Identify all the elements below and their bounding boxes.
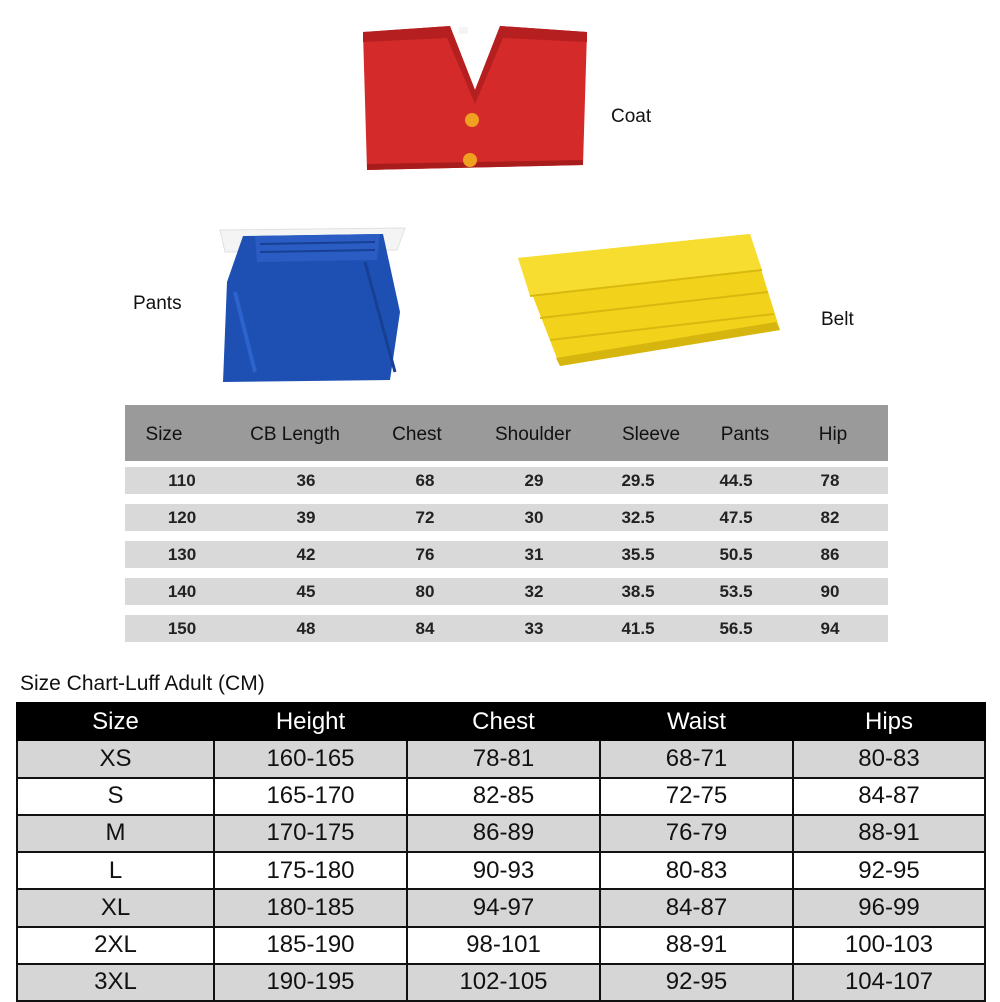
table-cell: 78-81 (407, 740, 600, 777)
table-cell: 50.5 (719, 545, 753, 564)
table-cell: 36 (296, 471, 316, 490)
table-cell: L (17, 852, 214, 889)
table-cell: 78 (820, 471, 840, 490)
table-cell: 165-170 (214, 778, 407, 815)
table-row (125, 467, 888, 494)
table-cell: 92-95 (600, 964, 793, 1001)
kids-header-shoulder: Shoulder (494, 424, 572, 445)
adult-header-chest: Chest (407, 703, 600, 740)
adult-table-header (17, 703, 985, 740)
table-cell: 86-89 (407, 815, 600, 852)
pants-label: Pants (133, 293, 182, 314)
coat-image (355, 20, 595, 175)
kids-table-header (125, 405, 888, 461)
belt-label: Belt (821, 309, 854, 330)
table-cell: 175-180 (214, 852, 407, 889)
kids-header-cb-length: CB Length (250, 424, 340, 445)
table-cell: 32.5 (621, 508, 655, 527)
table-cell: 3XL (17, 964, 214, 1001)
table-cell: 84 (415, 619, 435, 638)
kids-header-pants: Pants (720, 424, 770, 445)
table-row (125, 541, 888, 568)
table-cell: 92-95 (793, 852, 985, 889)
table-cell: 45 (296, 582, 316, 601)
table-row (17, 778, 985, 815)
table-cell: 110 (168, 471, 196, 490)
table-cell: M (17, 815, 214, 852)
table-row (125, 504, 888, 531)
table-cell: 80-83 (600, 852, 793, 889)
table-cell: 41.5 (621, 619, 655, 638)
table-cell: 33 (524, 619, 544, 638)
table-cell: 96-99 (793, 889, 985, 926)
table-cell: 38.5 (621, 582, 655, 601)
table-cell: 72-75 (600, 778, 793, 815)
table-cell: 140 (167, 582, 197, 601)
table-cell: 120 (167, 508, 197, 527)
table-row (17, 889, 985, 926)
adult-table-title: Size Chart-Luff Adult (CM) (20, 672, 265, 695)
table-cell: 76 (415, 545, 435, 564)
table-cell: 150 (167, 619, 197, 638)
table-cell: 190-195 (214, 964, 407, 1001)
table-cell: 47.5 (719, 508, 753, 527)
table-cell: 68-71 (600, 740, 793, 777)
table-cell: 185-190 (214, 927, 407, 964)
table-cell: 100-103 (793, 927, 985, 964)
coat-label: Coat (611, 106, 652, 127)
table-cell: 180-185 (214, 889, 407, 926)
table-cell: 2XL (17, 927, 214, 964)
table-cell: 72 (415, 508, 435, 527)
table-cell: 44.5 (719, 471, 753, 490)
kids-header-chest: Chest (392, 424, 442, 445)
table-cell: 130 (167, 545, 197, 564)
kids-header-size: Size (145, 424, 183, 445)
table-cell: 170-175 (214, 815, 407, 852)
table-row (17, 927, 985, 964)
adult-size-table (16, 702, 986, 1002)
table-cell: 35.5 (621, 545, 655, 564)
table-cell: 90 (820, 582, 840, 601)
table-cell: 84-87 (600, 889, 793, 926)
table-cell: 30 (524, 508, 544, 527)
table-cell: 56.5 (719, 619, 753, 638)
table-cell: XL (17, 889, 214, 926)
table-cell: 76-79 (600, 815, 793, 852)
table-cell: 102-105 (407, 964, 600, 1001)
table-cell: 98-101 (407, 927, 600, 964)
adult-header-size: Size (17, 703, 214, 740)
table-cell: 29 (524, 471, 544, 490)
table-cell: 42 (296, 545, 316, 564)
table-cell: 88-91 (600, 927, 793, 964)
table-cell: XS (17, 740, 214, 777)
table-cell: 84-87 (793, 778, 985, 815)
adult-header-waist: Waist (600, 703, 793, 740)
table-cell: 29.5 (621, 471, 655, 490)
table-row (17, 740, 985, 777)
table-cell: 82-85 (407, 778, 600, 815)
table-cell: 80 (415, 582, 435, 601)
table-cell: S (17, 778, 214, 815)
table-row (17, 852, 985, 889)
belt-image (500, 230, 785, 370)
pants-image (215, 222, 415, 387)
kids-header-hip: Hip (818, 424, 848, 445)
table-cell: 104-107 (793, 964, 985, 1001)
table-row (125, 578, 888, 605)
table-cell: 86 (820, 545, 840, 564)
table-cell: 32 (524, 582, 544, 601)
table-row (17, 964, 985, 1001)
kids-header-sleeve: Sleeve (621, 424, 681, 445)
table-cell: 88-91 (793, 815, 985, 852)
adult-header-height: Height (214, 703, 407, 740)
table-cell: 94-97 (407, 889, 600, 926)
table-cell: 160-165 (214, 740, 407, 777)
table-cell: 82 (820, 508, 840, 527)
table-cell: 90-93 (407, 852, 600, 889)
table-cell: 94 (820, 619, 840, 638)
table-row (17, 815, 985, 852)
adult-header-hips: Hips (793, 703, 985, 740)
table-cell: 48 (296, 619, 316, 638)
table-cell: 80-83 (793, 740, 985, 777)
table-row (125, 615, 888, 642)
table-cell: 68 (415, 471, 435, 490)
table-cell: 39 (296, 508, 316, 527)
table-cell: 31 (524, 545, 544, 564)
table-cell: 53.5 (719, 582, 753, 601)
